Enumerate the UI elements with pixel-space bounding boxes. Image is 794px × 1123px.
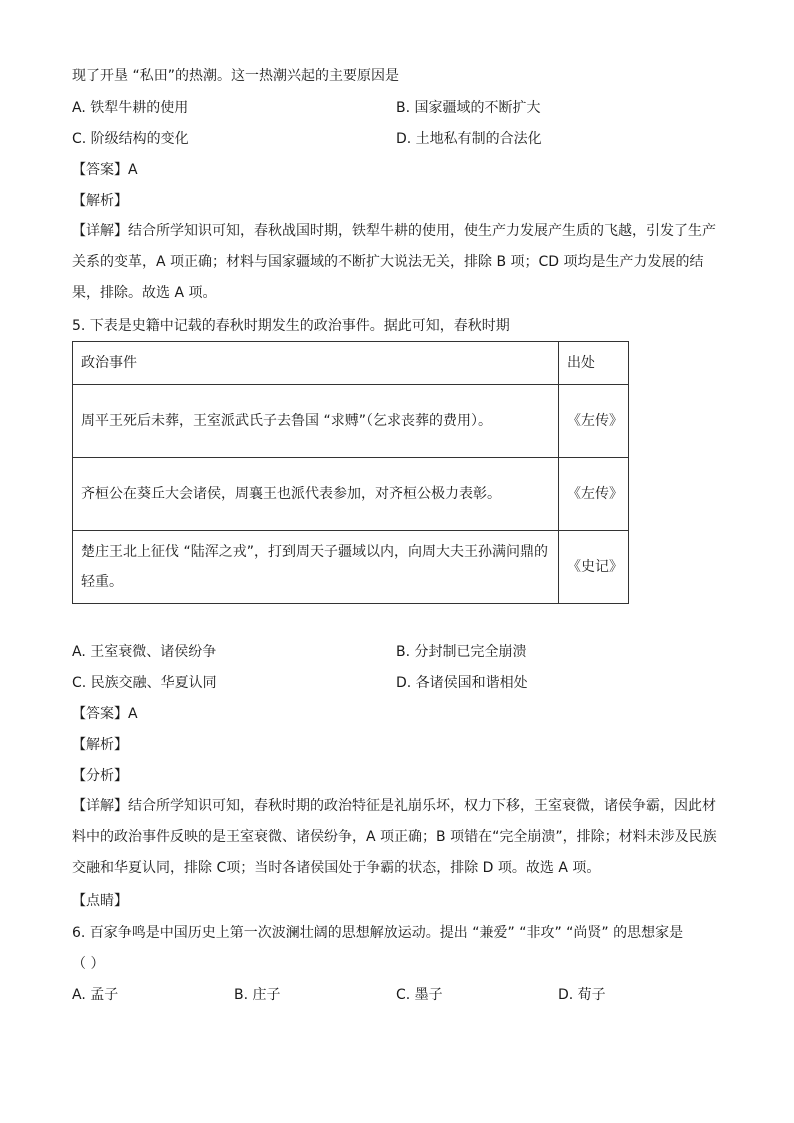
table-cell-event: 齐桓公在葵丘大会诸侯，周襄王也派代表参加，对齐桓公极力表彰。 [73,458,559,531]
q5-option-a: A. 王室衰微、诸侯纷争 [72,644,217,660]
q4-analysis-label: 【解析】 [72,193,128,209]
q5-answer: 【答案】A [72,706,138,722]
table-header-row [73,342,629,385]
q5-analysis-label: 【解析】 [72,737,128,753]
q4-option-b: B. 国家疆域的不断扩大 [396,100,541,116]
table-cell-source: 《左传》 [559,385,629,458]
table-cell-source: 《左传》 [559,458,629,531]
q5-option-d: D. 各诸侯国和谐相处 [396,675,528,691]
q5-detail: 【详解】结合所学知识可知，春秋时期的政治特征是礼崩乐坏，权力下移，王室衰微，诸侯争霸，因此材料中的政治事件反映的是王室衰微、诸侯纷争，A 项正确；B 项错在“完全崩溃”，排除；材料未涉及民族交融和华夏认同，排除 C项；当时各诸侯国处于争霸的状态，排除 D 项。故选 A 项。 [72,798,717,876]
q6-option-d: D. 荀子 [558,987,606,1003]
q5-dianjing-label: 【点睛】 [72,893,128,909]
q4-answer: 【答案】A [72,162,138,178]
q4-option-c: C. 阶级结构的变化 [72,131,189,147]
q6-option-c: C. 墨子 [396,987,443,1003]
q6-option-a: A. 孟子 [72,987,119,1003]
table-row [73,385,629,458]
table-cell-event: 周平王死后未葬，王室派武氏子去鲁国 “求赙”（乞求丧葬的费用）。 [73,385,559,458]
events-table [72,341,629,604]
table-header-source: 出处 [559,342,629,385]
q6-blank: （ ） [72,956,105,972]
q6-stem: 6. 百家争鸣是中国历史上第一次波澜壮阔的思想解放运动。提出 “兼爱” “非攻” “尚贤” 的思想家是 [72,925,684,941]
q6-option-b: B. 庄子 [234,987,281,1003]
q4-stem-tail: 现了开垦 “私田”的热潮。这一热潮兴起的主要原因是 [72,68,399,84]
q5-stem: 5. 下表是史籍中记载的春秋时期发生的政治事件。据此可知，春秋时期 [72,318,510,334]
table-row [73,458,629,531]
q5-fenxi-label: 【分析】 [72,768,128,784]
q4-option-d: D. 土地私有制的合法化 [396,131,542,147]
q5-option-b: B. 分封制已完全崩溃 [396,644,527,660]
q4-option-a: A. 铁犁牛耕的使用 [72,100,189,116]
table-cell-event: 楚庄王北上征伐 “陆浑之戎”，打到周天子疆域以内，向周大夫王孙满问鼎的轻重。 [73,531,559,604]
table-cell-source: 《史记》 [559,531,629,604]
q5-option-c: C. 民族交融、华夏认同 [72,675,217,691]
table-row [73,531,629,604]
table-header-event: 政治事件 [73,342,559,385]
q4-detail: 【详解】结合所学知识可知，春秋战国时期，铁犁牛耕的使用，使生产力发展产生质的飞越，引发了生产关系的变革，A 项正确；材料与国家疆域的不断扩大说法无关，排除 B 项；CD 项均是生产力发展的结果，排除。故选 A 项。 [72,223,716,301]
